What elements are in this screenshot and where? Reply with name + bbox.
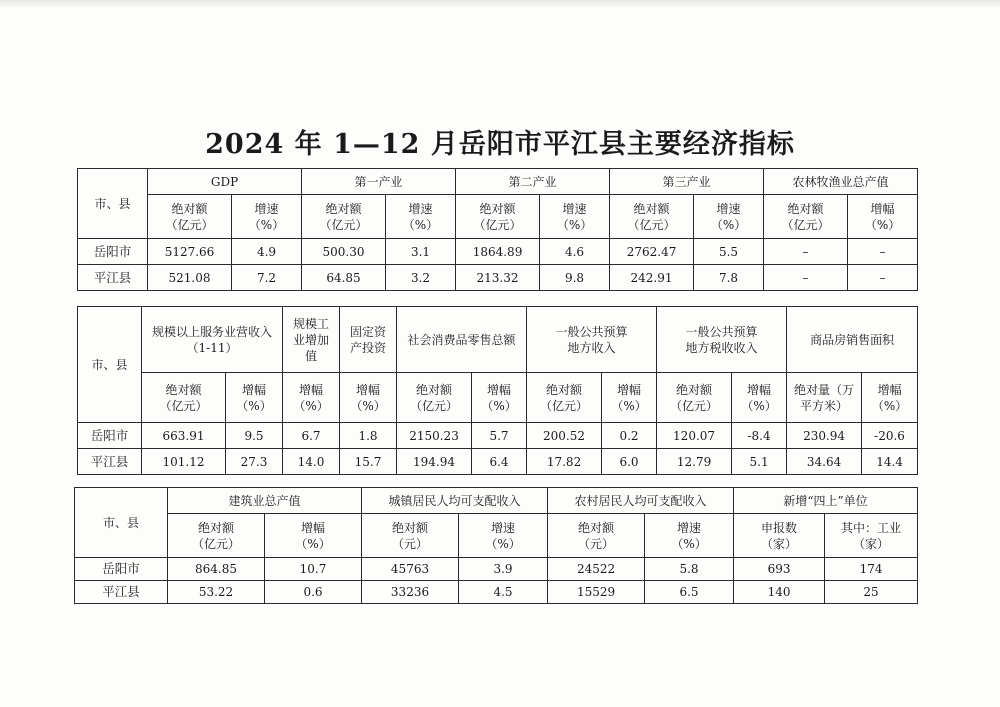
cell: 53.22 [168,581,265,604]
scan-edge-shading [0,0,1000,8]
subheader-amp: 增幅 （%） [602,373,657,423]
table-row [78,449,918,475]
table-row [78,423,918,449]
subheader-industrial: 其中：工业 （家） [825,514,918,558]
cell: 213.32 [456,265,540,291]
subheader-declared: 申报数 （家） [734,514,825,558]
table-row [75,558,918,581]
row-name: 岳阳市 [78,239,148,265]
subheader-rate: 增速 （%） [386,195,456,239]
subheader-abs: 绝对额 （亿元） [148,195,232,239]
cell: 5127.66 [148,239,232,265]
cell: 25 [825,581,918,604]
cell: 33236 [362,581,459,604]
cell: – [764,265,848,291]
cell: 120.07 [657,423,732,449]
subheader-abs: 绝对额 （亿元） [610,195,694,239]
table-construction-income-units [74,487,918,604]
cell: 1.8 [340,423,397,449]
subheader-abs: 绝对额 （元） [362,514,459,558]
cell: 4.9 [232,239,302,265]
subheader-abs: 绝对额 （亿元） [456,195,540,239]
table-services-investment-revenue [77,306,918,475]
cell: 0.2 [602,423,657,449]
cell: 0.6 [265,581,362,604]
cell: – [848,265,918,291]
subheader-amp: 增幅 （%） [848,195,918,239]
table-gdp-industries [77,168,918,291]
group-header-secondary-industry: 第二产业 [456,169,610,195]
subheader-amp: 增幅 （%） [472,373,527,423]
cell: 140 [734,581,825,604]
cell: 45763 [362,558,459,581]
cell: 2150.23 [397,423,472,449]
cell: 7.8 [694,265,764,291]
cell: 2762.47 [610,239,694,265]
cell: 6.5 [645,581,734,604]
cell: 4.6 [540,239,610,265]
cell: 200.52 [527,423,602,449]
group-header-service-revenue: 规模以上服务业营收入 （1-11） [142,307,283,373]
cell: 9.8 [540,265,610,291]
cell: 14.4 [862,449,918,475]
cell: 693 [734,558,825,581]
cell: 15529 [548,581,645,604]
row-name: 岳阳市 [78,423,142,449]
corner-header: 市、县 [78,169,148,239]
cell: – [764,239,848,265]
cell: 15.7 [340,449,397,475]
subheader-amp: 增幅 （%） [265,514,362,558]
cell: -20.6 [862,423,918,449]
row-name: 岳阳市 [75,558,168,581]
group-header-fixed-investment: 固定资 产投资 [340,307,397,373]
cell: 663.91 [142,423,226,449]
cell: 12.79 [657,449,732,475]
cell: 174 [825,558,918,581]
subheader-rate: 增速 （%） [645,514,734,558]
subheader-abs: 绝对额 （亿元） [397,373,472,423]
cell: 3.9 [459,558,548,581]
cell: -8.4 [732,423,787,449]
group-header-tertiary-industry: 第三产业 [610,169,764,195]
group-header-tax-revenue: 一般公共预算 地方税收收入 [657,307,787,373]
group-header-housing-sales: 商品房销售面积 [787,307,918,373]
cell: 14.0 [283,449,340,475]
cell: 10.7 [265,558,362,581]
cell: 6.4 [472,449,527,475]
cell: 7.2 [232,265,302,291]
group-header-rural-income: 农村居民人均可支配收入 [548,488,734,514]
cell: 4.5 [459,581,548,604]
cell: 3.1 [386,239,456,265]
group-header-industrial-value-added: 规模工 业增加 值 [283,307,340,373]
subheader-housing-abs: 绝对量（万 平方米） [787,373,862,423]
group-header-budget-revenue: 一般公共预算 地方收入 [527,307,657,373]
subheader-abs: 绝对额 （亿元） [142,373,226,423]
cell: 5.1 [732,449,787,475]
cell: 27.3 [226,449,283,475]
subheader-rate: 增速 （%） [540,195,610,239]
table-row [75,581,918,604]
cell: 6.7 [283,423,340,449]
subheader-abs: 绝对额 （元） [548,514,645,558]
cell: 521.08 [148,265,232,291]
cell: 9.5 [226,423,283,449]
group-header-urban-income: 城镇居民人均可支配收入 [362,488,548,514]
group-header-retail-sales: 社会消费品零售总额 [397,307,527,373]
row-name: 平江县 [78,449,142,475]
cell: 6.0 [602,449,657,475]
table-row [78,239,918,265]
cell: 5.5 [694,239,764,265]
corner-header: 市、县 [78,307,142,423]
group-header-gdp: GDP [148,169,302,195]
cell: 24522 [548,558,645,581]
subheader-amp: 增幅 （%） [732,373,787,423]
cell: 64.85 [302,265,386,291]
cell: 34.64 [787,449,862,475]
cell: 194.94 [397,449,472,475]
subheader-rate: 增速 （%） [232,195,302,239]
cell: 5.8 [645,558,734,581]
subheader-amp: 增幅 （%） [283,373,340,423]
group-header-new-units: 新增“四上”单位 [734,488,918,514]
cell: 242.91 [610,265,694,291]
cell: 5.7 [472,423,527,449]
group-header-construction-output: 建筑业总产值 [168,488,362,514]
subheader-amp: 增幅 （%） [226,373,283,423]
cell: 101.12 [142,449,226,475]
subheader-rate: 增速 （%） [459,514,548,558]
subheader-rate: 增速 （%） [694,195,764,239]
cell: 864.85 [168,558,265,581]
subheader-abs: 绝对额 （亿元） [527,373,602,423]
page-title: 2024 年 1—12 月岳阳市平江县主要经济指标 [205,129,795,160]
cell: 500.30 [302,239,386,265]
table-row [78,265,918,291]
subheader-abs: 绝对额 （亿元） [764,195,848,239]
subheader-amp: 增幅 （%） [862,373,918,423]
subheader-abs: 绝对额 （亿元） [302,195,386,239]
group-header-agriculture-output: 农林牧渔业总产值 [764,169,918,195]
cell: 17.82 [527,449,602,475]
subheader-abs: 绝对额 （亿元） [657,373,732,423]
subheader-abs: 绝对额 （亿元） [168,514,265,558]
row-name: 平江县 [78,265,148,291]
corner-header: 市、县 [75,488,168,558]
cell: 3.2 [386,265,456,291]
cell: 230.94 [787,423,862,449]
cell: – [848,239,918,265]
cell: 1864.89 [456,239,540,265]
group-header-primary-industry: 第一产业 [302,169,456,195]
row-name: 平江县 [75,581,168,604]
subheader-amp: 增幅 （%） [340,373,397,423]
